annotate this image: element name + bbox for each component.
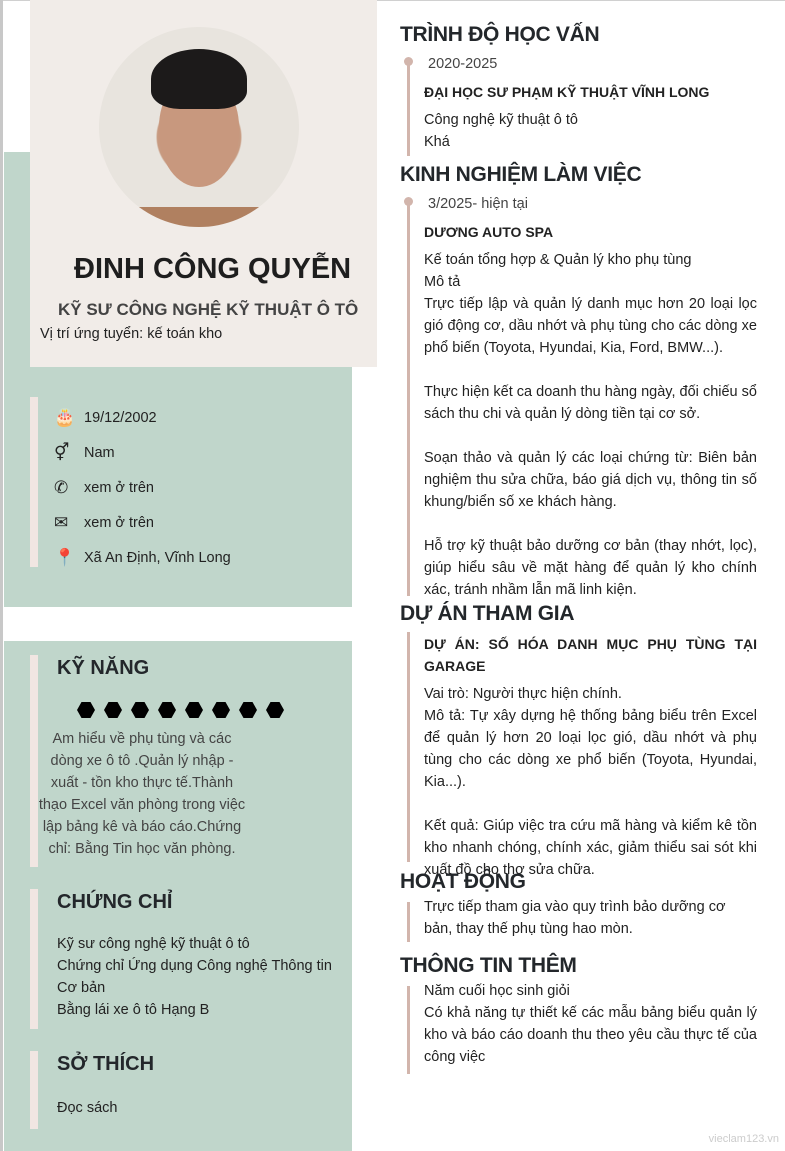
watermark: vieclam123.vn: [708, 1133, 779, 1145]
contact-info: [54, 400, 231, 575]
education-date: 2020-2025: [428, 56, 498, 72]
cert-item: Bằng lái xe ô tô Hạng B: [57, 1002, 210, 1018]
certs-accent-bar: [30, 889, 38, 1029]
more-info-heading: THÔNG TIN THÊM: [400, 954, 577, 977]
skills-heading: KỸ NĂNG: [57, 657, 150, 679]
phone-icon: ✆: [54, 477, 69, 497]
more-info-line: Có khả năng tự thiết kế các mẫu bảng biểu quản lý kho và báo cáo doanh thu theo yêu cầu thực tế của công việc: [424, 1005, 757, 1065]
location-icon: 📍: [54, 547, 76, 567]
skills-text: Am hiểu về phụ tùng và các dòng xe ô tô .Quản lý nhập - xuất - tồn kho thực tế.Thành thạo Excel văn phòng trong việc lập bảng kê và báo cáo.Chứng chỉ: Bằng Tin học văn phòng.: [38, 731, 246, 857]
birthday: 19/12/2002: [84, 409, 157, 426]
education-major: Công nghệ kỹ thuật ô tô: [424, 112, 578, 128]
project-role: Vai trò: Người thực hiện chính.: [424, 686, 622, 702]
education-heading: TRÌNH ĐỘ HỌC VẤN: [400, 23, 600, 46]
experience-position: Kế toán tổng hợp & Quản lý kho phụ tùng: [424, 252, 692, 268]
more-info-line: Năm cuối học sinh giỏi: [424, 983, 570, 999]
project-desc: Mô tả: Tự xây dựng hệ thống bảng biểu trên Excel để quản lý hơn 20 loại lọc gió, dầu nhớt và phụ tùng cho các dòng xe phổ biến (Toyota, Hyundai, Kia...).: [424, 708, 757, 790]
address: Xã An Định, Vĩnh Long: [84, 549, 231, 566]
timeline-line: [407, 200, 410, 596]
education-grade: Khá: [424, 134, 450, 150]
experience-heading: KINH NGHIỆM LÀM VIỆC: [400, 163, 642, 186]
birthday-cake-icon: 🎂: [54, 407, 76, 427]
candidate-title: KỸ SƯ CÔNG NGHỆ KỸ THUẬT Ô TÔ: [58, 300, 359, 319]
activities-heading: HOẠT ĐỘNG: [400, 870, 526, 893]
gender: Nam: [84, 444, 115, 461]
timeline-line: [407, 60, 410, 156]
left-border: [0, 0, 3, 1151]
cert-item: Chứng chỉ Ứng dụng Công nghệ Thông tin Cơ bản: [57, 958, 332, 996]
hobby-item: Đọc sách: [57, 1100, 118, 1116]
info-accent-bar: [30, 397, 38, 567]
hobbies-accent-bar: [30, 1051, 38, 1129]
experience-paragraph: Trực tiếp lập và quản lý danh mục hơn 20 loại lọc gió động cơ, dầu nhớt và phụ tùng cho các dòng xe phổ biến (Toyota, Hyundai, Kia, Ford, BMW...).: [424, 296, 757, 356]
experience-paragraph: Hỗ trợ kỹ thuật bảo dưỡng cơ bản (thay nhớt, lọc), giúp hiểu sâu về mặt hàng để quản lý kho chính xác, tránh nhầm lẫn mã linh kiện.: [424, 538, 757, 598]
activities-text: Trực tiếp tham gia vào quy trình bảo dưỡng cơ bản, thay thế phụ tùng hao mòn.: [424, 899, 726, 937]
projects-heading: DỰ ÁN THAM GIA: [400, 602, 575, 625]
avatar: [99, 27, 299, 227]
experience-paragraph: Thực hiện kết ca doanh thu hàng ngày, đối chiếu sổ sách thu chi và quản lý dòng tiền tại cơ sở.: [424, 384, 757, 422]
gender-icon: ⚥: [54, 442, 70, 462]
timeline-line: [407, 986, 410, 1074]
skill-rating: [77, 702, 284, 718]
education-school: ĐẠI HỌC SƯ PHẠM KỸ THUẬT VĨNH LONG: [424, 84, 710, 100]
project-result: Kết quả: Giúp việc tra cứu mã hàng và kiểm kê tồn kho nhanh chóng, chính xác, giảm thiểu sai sót khi xuất đồ cho thợ sửa chữa.: [424, 818, 757, 878]
apply-position: Vị trí ứng tuyển: kế toán kho: [40, 326, 223, 342]
skills-accent-bar: [30, 655, 38, 867]
timeline-line: [407, 902, 410, 942]
certs-list: [57, 933, 337, 1021]
experience-company: DƯƠNG AUTO SPA: [424, 224, 554, 240]
hobbies-heading: SỞ THÍCH: [57, 1053, 155, 1075]
timeline-line: [407, 632, 410, 862]
email: xem ở trên: [84, 514, 154, 531]
certs-heading: CHỨNG CHỈ: [57, 891, 173, 913]
project-name: DỰ ÁN: SỐ HÓA DANH MỤC PHỤ TÙNG TẠI GARAGE: [424, 636, 757, 674]
email-icon: ✉: [54, 512, 69, 532]
cert-item: Kỹ sư công nghệ kỹ thuật ô tô: [57, 936, 250, 952]
candidate-name: ĐINH CÔNG QUYỄN: [74, 253, 352, 285]
phone: xem ở trên: [84, 479, 154, 496]
experience-date: 3/2025- hiện tại: [428, 196, 528, 212]
experience-desc-label: Mô tả: [424, 274, 461, 290]
experience-paragraph: Soạn thảo và quản lý các loại chứng từ: Biên bản nghiệm thu sửa chữa, báo giá dịch vụ, thông tin số khung/biển số xe khách hàng.: [424, 450, 757, 510]
